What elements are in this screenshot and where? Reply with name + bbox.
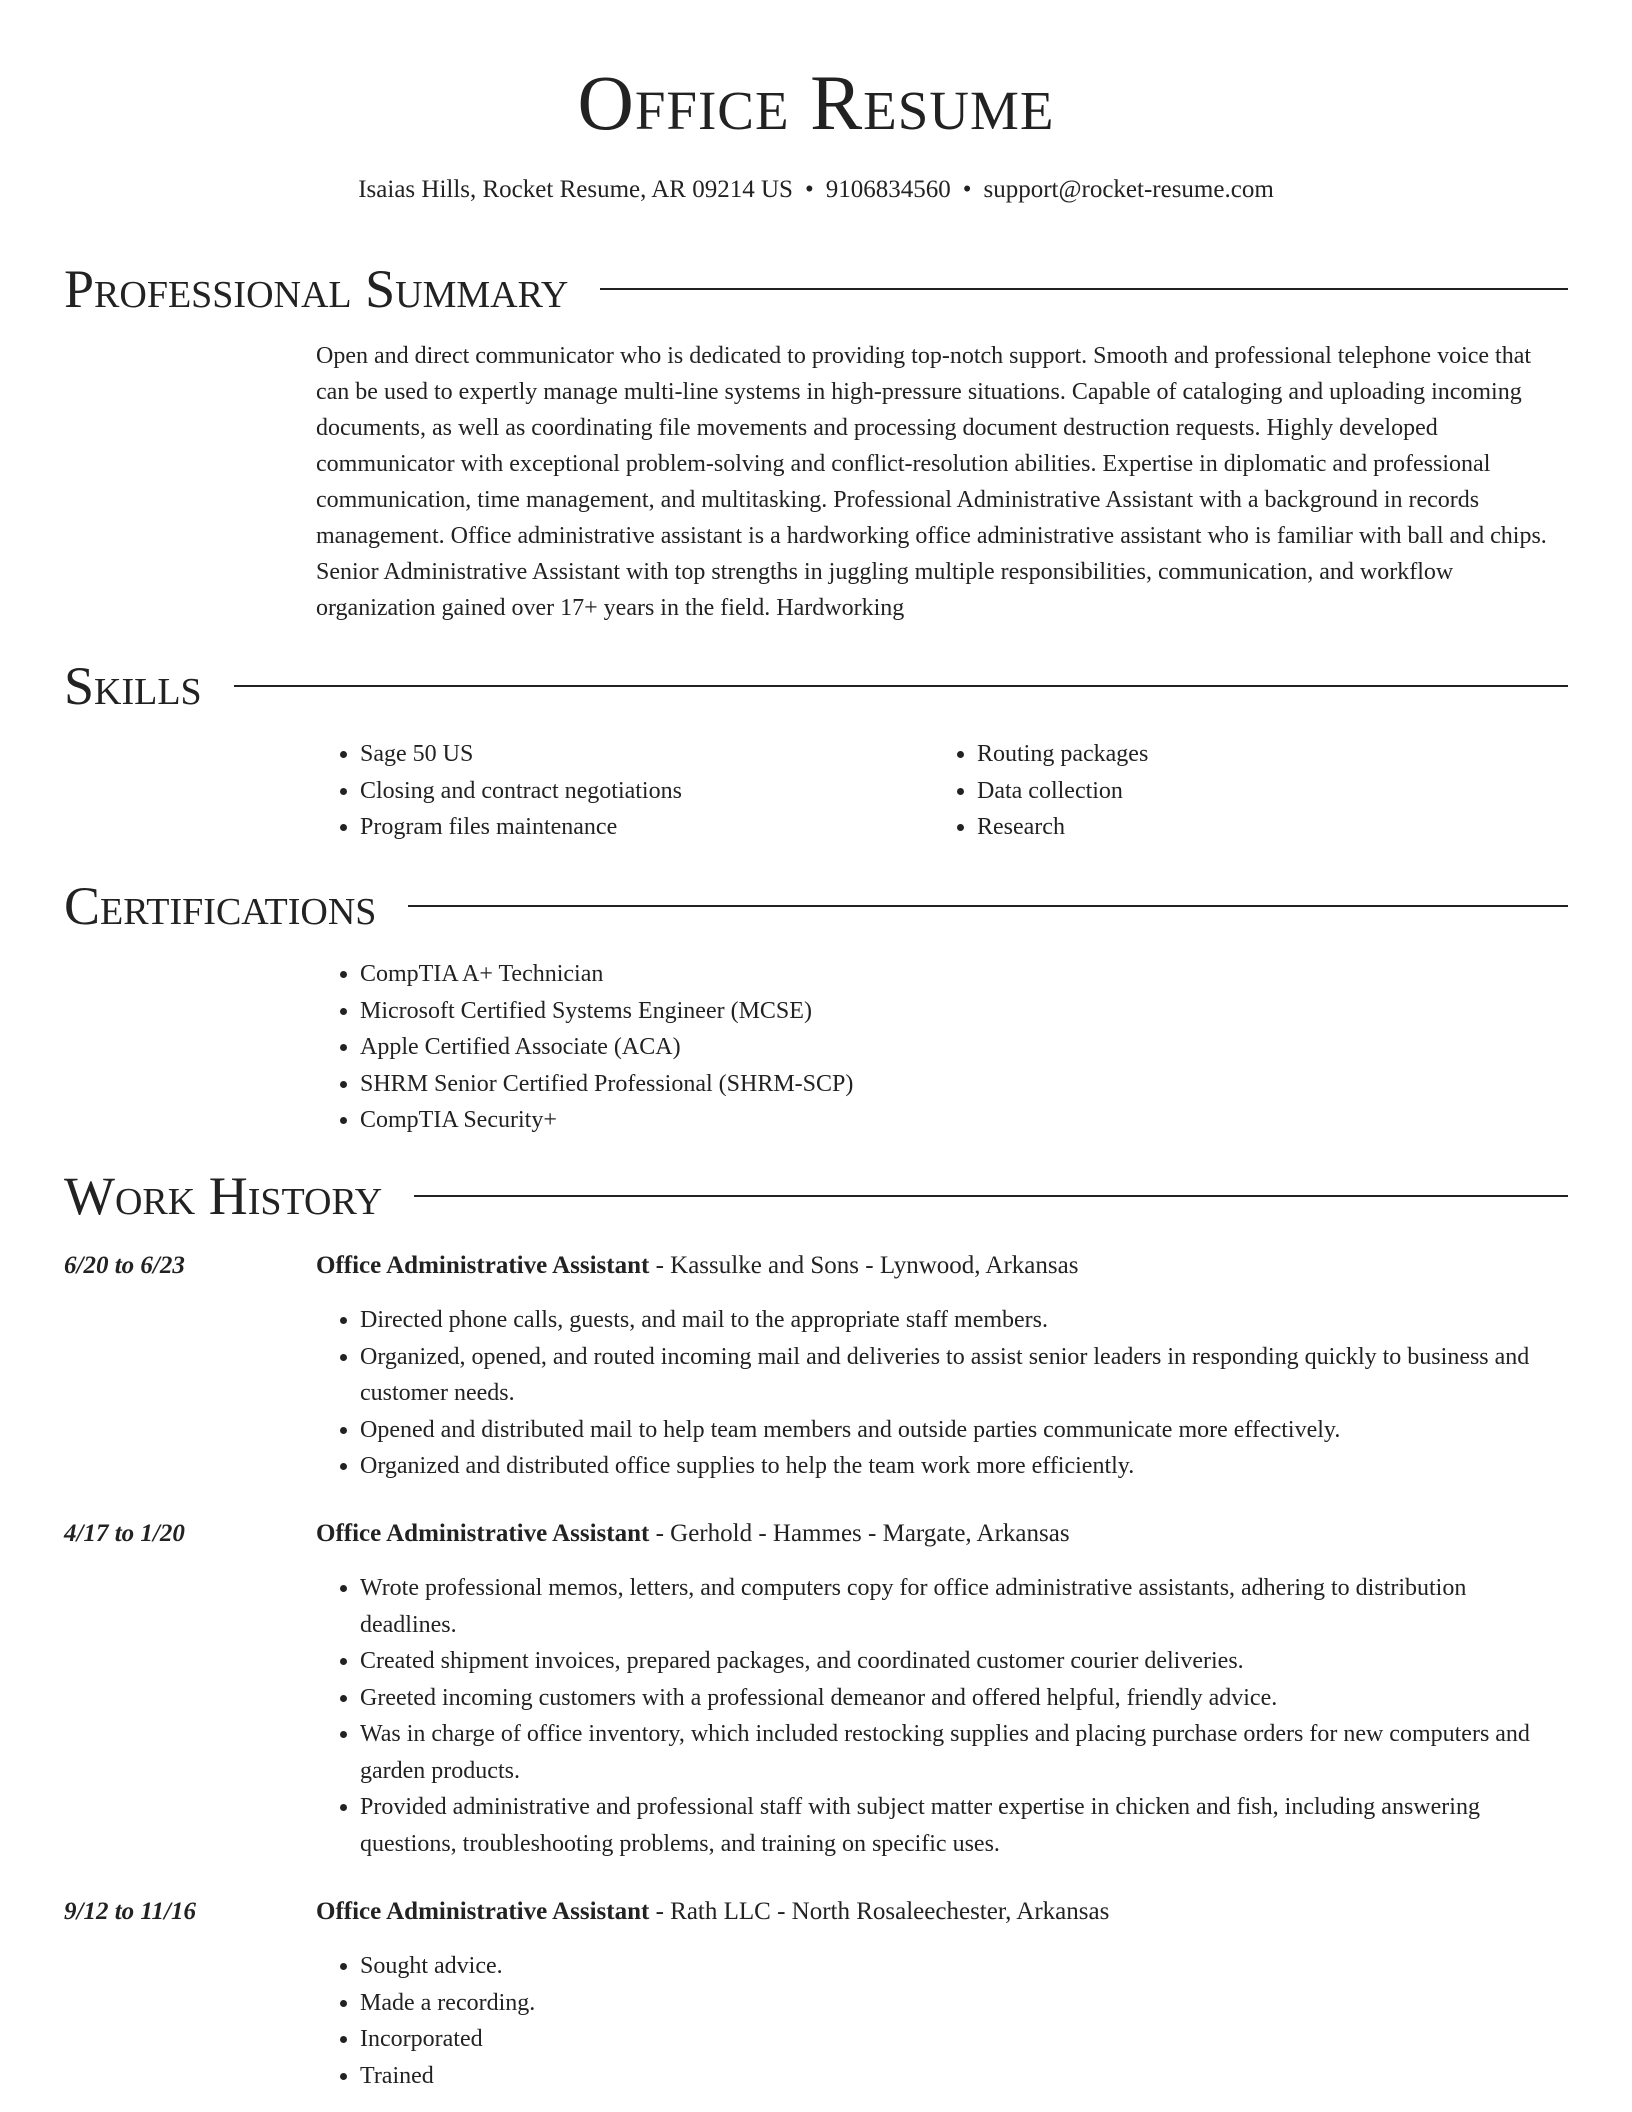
certification-item: • Microsoft Certified Systems Engineer (MCSE) — [360, 993, 1516, 1030]
job-bullet: • Trained — [360, 2058, 1568, 2095]
skill-item: • Research — [977, 809, 1533, 846]
summary-section-header — [64, 256, 1568, 322]
job-dates: 6/20 to 6/23 — [64, 1252, 185, 1279]
job-details: - Kassulke and Sons - Lynwood, Arkansas — [649, 1252, 1079, 1279]
certification-item: • Apple Certified Associate (ACA) — [360, 1029, 1516, 1066]
skill-item: • Data collection — [977, 773, 1533, 810]
work-section-header — [64, 1163, 1568, 1229]
summary-heading: Professional Summary — [64, 259, 569, 319]
certification-item: • SHRM Senior Certified Professional (SHRM-SCP) — [360, 1066, 1516, 1103]
job-dates: 9/12 to 11/16 — [64, 1898, 196, 1925]
job-title-line — [316, 1248, 1078, 1284]
job-title: Office Administrative Assistant — [316, 1252, 650, 1279]
skill-item: • Routing packages — [977, 736, 1533, 773]
job-bullet: • Opened and distributed mail to help team members and outside parties communicate more effectively. — [360, 1412, 1568, 1449]
skills-column-left — [316, 736, 916, 846]
resume-title: Office Resume — [577, 59, 1055, 146]
job-bullet: • Directed phone calls, guests, and mail to the appropriate staff members. — [360, 1302, 1568, 1339]
job-bullet: • Was in charge of office inventory, which included restocking supplies and placing purchase orders for new computers and garden products. — [360, 1716, 1568, 1789]
section-divider — [234, 685, 1568, 687]
job-details: - Gerhold - Hammes - Margate, Arkansas — [649, 1520, 1070, 1547]
certifications-heading: Certifications — [64, 876, 377, 936]
job-dates: 4/17 to 1/20 — [64, 1520, 185, 1547]
skills-column-right — [933, 736, 1533, 846]
contact-line — [0, 172, 1632, 208]
contact-separator: • — [962, 176, 972, 203]
job-bullet: • Organized and distributed office supplies to help the team work more efficiently. — [360, 1448, 1568, 1485]
job-bullet: • Created shipment invoices, prepared packages, and coordinated customer courier deliveries. — [360, 1643, 1568, 1680]
job-bullets — [316, 1570, 1568, 1862]
contact-email: support@rocket-resume.com — [983, 176, 1274, 203]
section-divider — [600, 288, 1568, 290]
summary-text: Open and direct communicator who is dedicated to providing top-notch support. Smooth and professional telephone voice that can be used to expertly manage multi-line systems in high-pressure situations. Capable of cataloging and uploading incoming documents, as well as coordinating file movements and processing document destruction requests. Highly developed communicator with exceptional problem-solving and conflict-resolution abilities. Expertise in diplomatic and professional communication, time management, and multitasking. Professional Administrative Assistant with a background in records management. Office administrative assistant is a hardworking office administrative assistant who is familiar with ball and chips. Senior Administrative Assistant with top strengths in juggling multiple responsibilities, communication, and workflow organization gained over 17+ years in the field. Hardworking — [316, 343, 1547, 621]
job-bullet: • Greeted incoming customers with a professional demeanor and offered helpful, friendly advice. — [360, 1680, 1568, 1717]
job-bullets — [316, 1302, 1568, 1485]
job-bullets — [316, 1948, 1568, 2094]
skill-item: • Closing and contract negotiations — [360, 773, 916, 810]
contact-phone: 9106834560 — [825, 176, 951, 203]
certification-item: • CompTIA A+ Technician — [360, 956, 1516, 993]
job-title-line — [316, 1894, 1109, 1930]
skills-heading: Skills — [64, 656, 202, 716]
job-bullet: • Organized, opened, and routed incoming mail and deliveries to assist senior leaders in responding quickly to business and customer needs. — [360, 1339, 1568, 1412]
certifications-list — [316, 956, 1516, 1139]
certification-item: • CompTIA Security+ — [360, 1102, 1516, 1139]
job-bullet: • Sought advice. — [360, 1948, 1568, 1985]
contact-address: Isaias Hills, Rocket Resume, AR 09214 US — [358, 176, 793, 203]
contact-separator: • — [804, 176, 814, 203]
skills-section-header — [64, 653, 1568, 719]
skill-item: • Sage 50 US — [360, 736, 916, 773]
job-bullet: • Incorporated — [360, 2021, 1568, 2058]
skill-item: • Program files maintenance — [360, 809, 916, 846]
job-details: - Rath LLC - North Rosaleechester, Arkansas — [649, 1898, 1110, 1925]
work-heading: Work History — [64, 1166, 383, 1226]
job-bullet: • Wrote professional memos, letters, and computers copy for office administrative assistants, adhering to distribution deadlines. — [360, 1570, 1568, 1643]
job-title: Office Administrative Assistant — [316, 1520, 650, 1547]
certifications-section-header — [64, 873, 1568, 939]
job-bullet: • Provided administrative and professional staff with subject matter expertise in chicken and fish, including answering questions, troubleshooting problems, and training on specific uses. — [360, 1789, 1568, 1862]
job-bullet: • Made a recording. — [360, 1985, 1568, 2022]
job-title: Office Administrative Assistant — [316, 1898, 650, 1925]
section-divider — [414, 1195, 1568, 1197]
section-divider — [408, 905, 1568, 907]
job-title-line — [316, 1516, 1070, 1552]
